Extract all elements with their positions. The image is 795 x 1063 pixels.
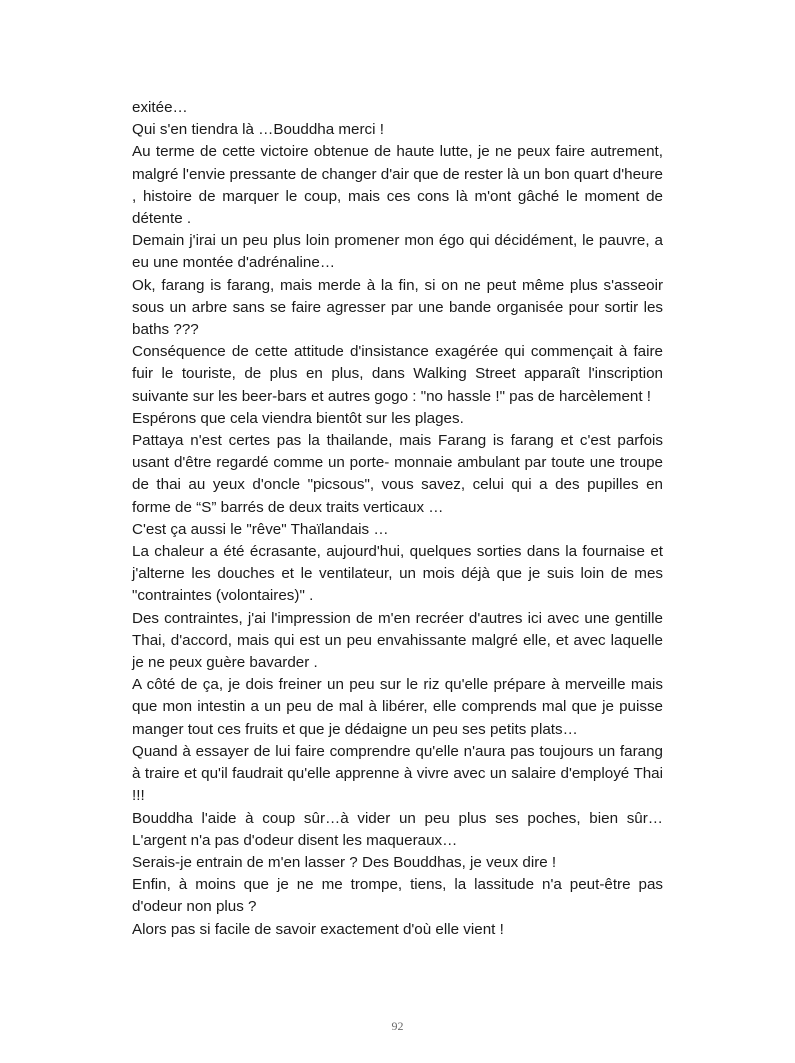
paragraph: Des contraintes, j'ai l'impression de m'en recréer d'autres ici avec une gentille Thai, d'accord, mais qui est un peu envahissante malgré elle, et avec laquelle je ne peux guère bavarder .	[132, 609, 663, 672]
paragraph: Enfin, à moins que je ne me trompe, tiens, la lassitude n'a peut-être pas d'odeur non plus ?	[132, 876, 663, 916]
page-number: 92	[391, 1019, 404, 1033]
paragraph: Conséquence de cette attitude d'insistance exagérée qui commençait à faire fuir le touriste, de plus en plus, dans Walking Street apparaît l'inscription suivante sur les beer-bars et autres gogo : "no hassle !" pas de harcèlement !	[132, 343, 663, 405]
paragraph: Qui s'en tiendra là …Bouddha merci !	[132, 121, 384, 139]
paragraph: C'est ça aussi le "rêve" Thaïlandais …	[132, 520, 389, 538]
paragraph: A côté de ça, je dois freiner un peu sur le riz qu'elle prépare à merveille mais que mon intestin a un peu de mal à libérer, elle comprends mal que je puisse manger tout ces fruits et que je dédaigne un peu ses petits plats…	[132, 676, 663, 738]
paragraph: Bouddha l'aide à coup sûr…à vider un peu plus ses poches, bien sûr…L'argent n'a pas d'odeur disent les maqueraux…	[132, 809, 663, 849]
paragraph: Au terme de cette victoire obtenue de haute lutte, je ne peux faire autrement, malgré l'envie pressante de changer d'air que de rester là un bon quart d'heure , histoire de marquer le coup, mais ces cons là m'ont gâché le moment de détente .	[132, 143, 663, 228]
paragraph: Ok, farang is farang, mais merde à la fin, si on ne peut même plus s'asseoir sous un arbre sans se faire agresser par une bande organisée pour sortir les baths ???	[132, 276, 663, 339]
paragraph: Serais-je entrain de m'en lasser ? Des Bouddhas, je veux dire !	[132, 853, 557, 871]
paragraph: La chaleur a été écrasante, aujourd'hui, quelques sorties dans la fournaise et j'alterne les douches et le ventilateur, un mois déjà que je suis loin de mes "contraintes (volontaires)" .	[132, 543, 663, 605]
paragraph: exitée…	[132, 99, 188, 116]
paragraph: Quand à essayer de lui faire comprendre qu'elle n'aura pas toujours un farang à traire et qu'il faudrait qu'elle apprenne à vivre avec un salaire d'employé Thai !!!	[132, 742, 663, 805]
paragraph: Espérons que cela viendra bientôt sur les plages.	[132, 409, 464, 427]
paragraph: Alors pas si facile de savoir exactement d'où elle vient !	[132, 920, 504, 938]
paragraph: Demain j'irai un peu plus loin promener mon égo qui décidément, le pauvre, a eu une montée d'adrénaline…	[132, 232, 663, 272]
paragraph: Pattaya n'est certes pas la thailande, mais Farang is farang et c'est parfois usant d'être regardé comme un porte- monnaie ambulant par toute une troupe de thai au yeux d'oncle "picsous", vous savez, celui qui a des pupilles en forme de “S” barrés de deux traits verticaux …	[132, 432, 663, 516]
body-text	[132, 97, 663, 941]
